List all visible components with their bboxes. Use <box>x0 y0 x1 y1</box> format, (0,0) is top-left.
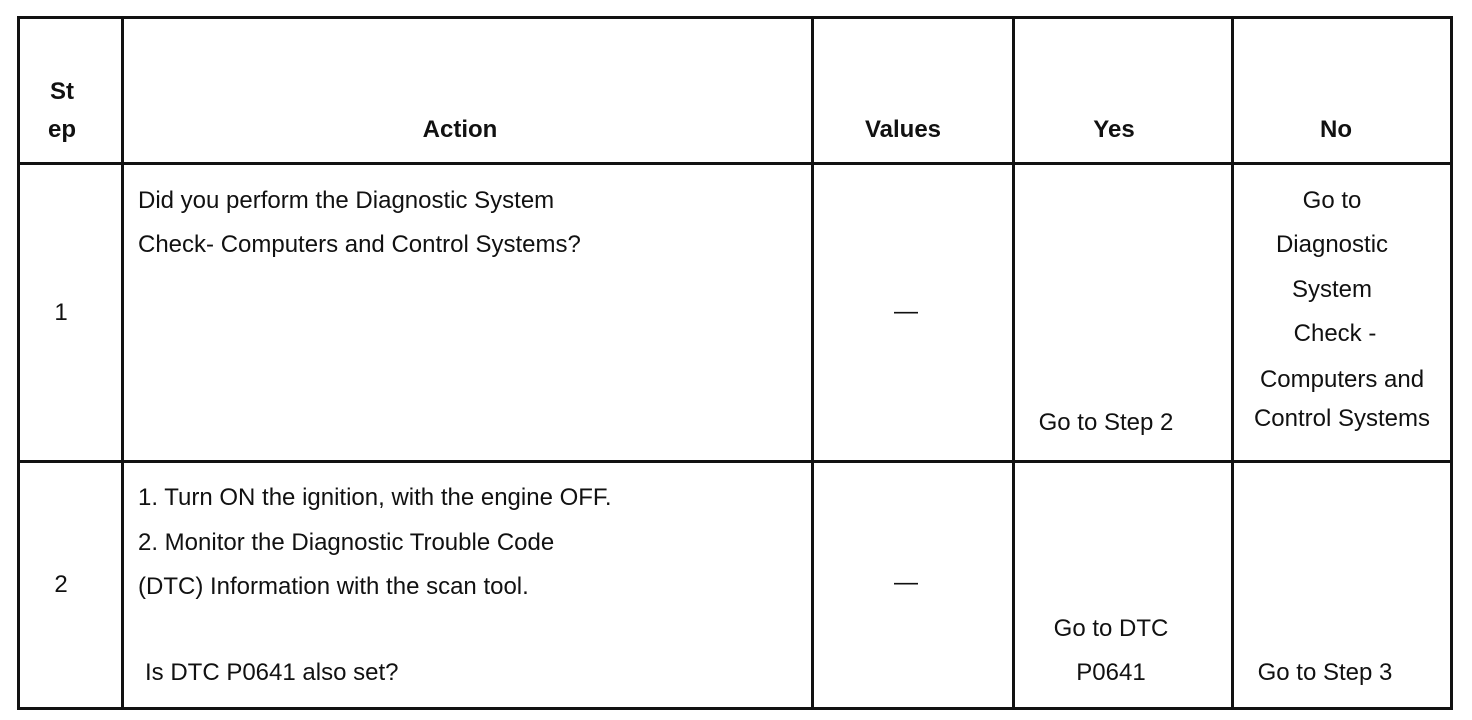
diagnostic-table <box>17 16 1453 710</box>
row2-action-line: Is DTC P0641 also set? <box>145 659 399 686</box>
row1-step: 1 <box>54 299 68 326</box>
row1-action-line: Check- Computers and Control Systems? <box>138 231 581 258</box>
row1-no-line: Control Systems <box>1253 405 1431 432</box>
row1-no-line: System <box>1291 276 1373 303</box>
row2-no: Go to Step 3 <box>1257 659 1393 686</box>
header-step-line1: St <box>50 78 74 105</box>
row2-step: 2 <box>54 571 68 598</box>
row2-values: — <box>894 569 918 596</box>
header-step-line2: ep <box>47 116 77 143</box>
header-no: No <box>1320 116 1352 143</box>
row2-action-line: 2. Monitor the Diagnostic Trouble Code <box>138 529 555 556</box>
column-divider <box>1012 19 1015 707</box>
row1-no-line: Check - <box>1293 320 1377 347</box>
row2-action-line: 1. Turn ON the ignition, with the engine OFF. <box>138 484 612 511</box>
row1-action-line: Did you perform the Diagnostic System <box>138 187 555 214</box>
row1-no-line: Go to <box>1302 187 1362 214</box>
row1-no-line: Computers and <box>1259 366 1425 393</box>
row2-action-line: (DTC) Information with the scan tool. <box>138 573 529 600</box>
row1-yes: Go to Step 2 <box>1038 409 1174 436</box>
column-divider <box>811 19 814 707</box>
row2-yes-line: Go to DTC <box>1053 615 1169 642</box>
row1-no-line: Diagnostic <box>1275 231 1389 258</box>
row-divider <box>20 162 1450 165</box>
header-values: Values <box>864 116 942 143</box>
column-divider <box>121 19 124 707</box>
row1-values: — <box>894 298 918 325</box>
row-divider <box>20 460 1450 463</box>
column-divider <box>1231 19 1234 707</box>
header-action: Action <box>422 116 498 143</box>
row2-yes-line: P0641 <box>1076 659 1146 686</box>
header-yes: Yes <box>1093 116 1135 143</box>
